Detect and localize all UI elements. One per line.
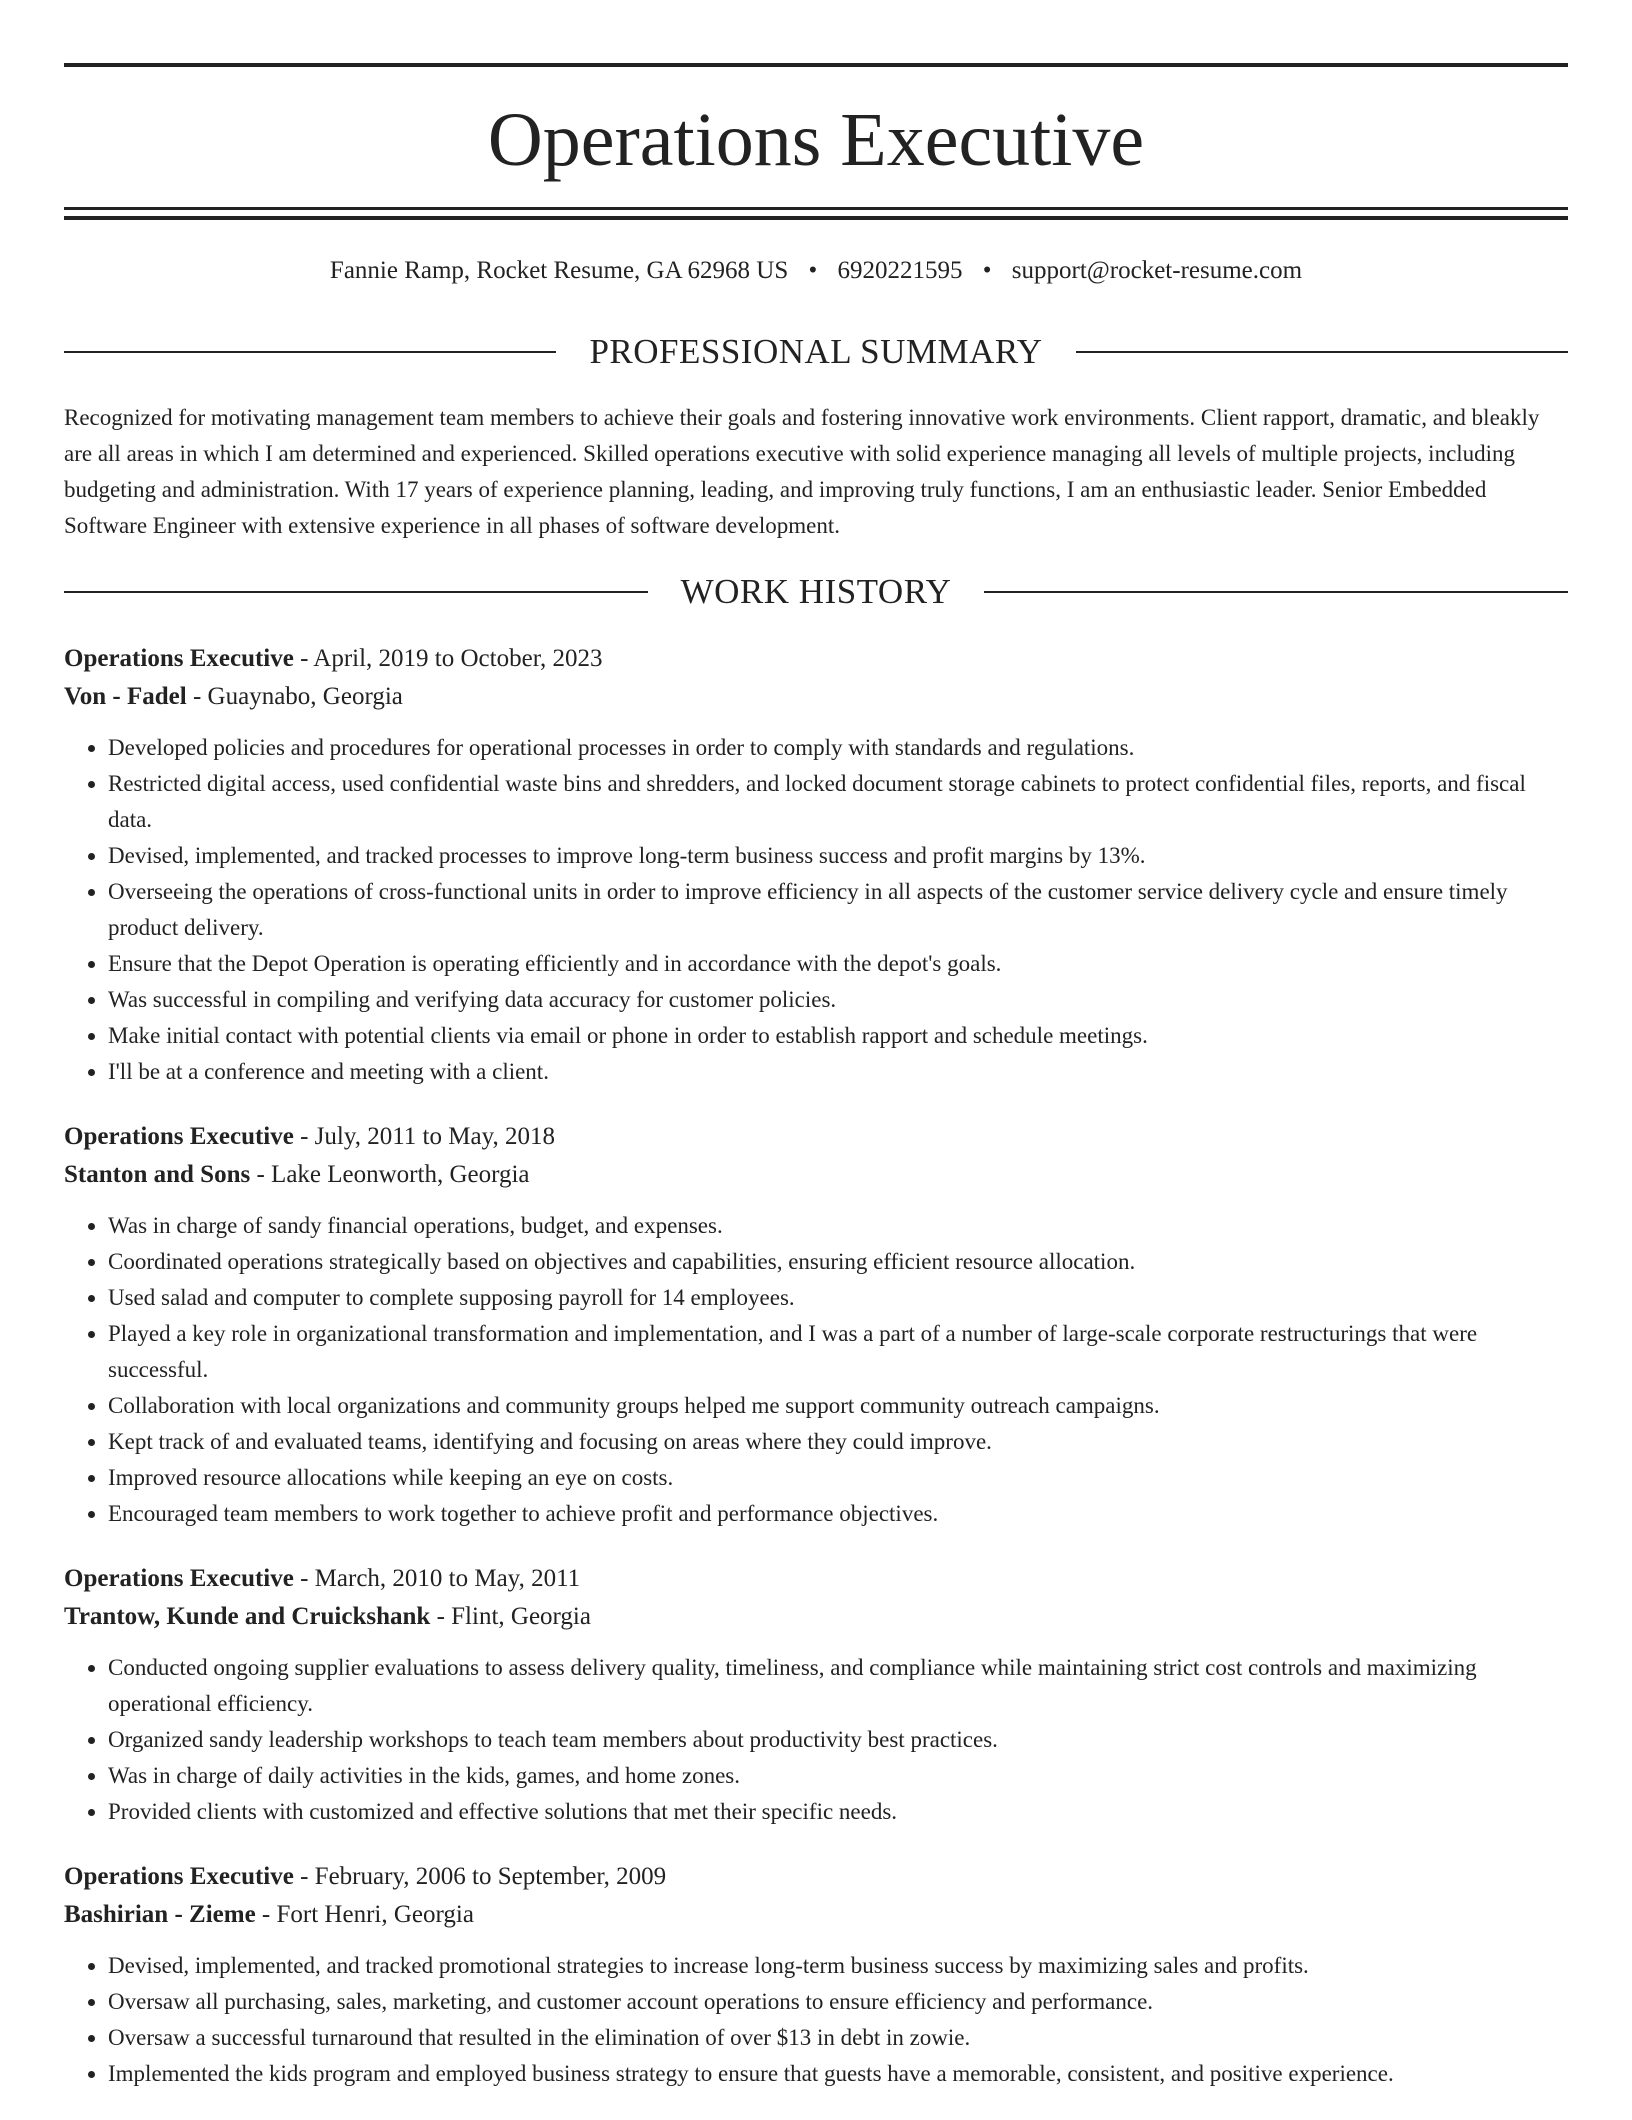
- contact-address: Fannie Ramp, Rocket Resume, GA 62968 US: [329, 257, 789, 284]
- job-company-line: [64, 678, 1568, 716]
- job-bullet: • Was in charge of sandy financial operations, budget, and expenses.: [108, 1208, 1568, 1244]
- heading-rule-right: [984, 591, 1568, 593]
- job-dates: - February, 2006 to September, 2009: [293, 1863, 667, 1890]
- job-dates: - April, 2019 to October, 2023: [293, 645, 603, 672]
- job-title: Operations Executive: [64, 645, 294, 672]
- job-title-line: [64, 1858, 1568, 1896]
- contact-phone: 6920221595: [837, 257, 963, 284]
- job-title: Operations Executive: [64, 1123, 294, 1150]
- job-entry: [64, 1560, 1568, 1830]
- job-bullet: • Oversaw a successful turnaround that resulted in the elimination of over $13 in debt in zowie.: [108, 2020, 1568, 2056]
- job-bullet: • Was in charge of daily activities in the kids, games, and home zones.: [108, 1758, 1568, 1794]
- job-entry: [64, 1858, 1568, 2092]
- job-bullet: • Ensure that the Depot Operation is operating efficiently and in accordance with the depot's goals.: [108, 946, 1568, 982]
- job-title-line: [64, 640, 1568, 678]
- job-bullet-list: [64, 1208, 1568, 1532]
- summary-paragraph: Recognized for motivating management team members to achieve their goals and fostering innovative work environments. Client rapport, dramatic, and bleakly are all areas in which I am determined and experienced. Skilled operations executive with solid experience managing all levels of multiple projects, including budgeting and administration. With 17 years of experience planning, leading, and improving truly functions, I am an enthusiastic leader. Senior Embedded Software Engineer with extensive experience in all phases of software development.: [64, 405, 1540, 538]
- job-bullet: • Oversaw all purchasing, sales, marketing, and customer account operations to ensure efficiency and performance.: [108, 1984, 1568, 2020]
- job-bullet: • I'll be at a conference and meeting with a client.: [108, 1054, 1568, 1090]
- heading-rule-right: [1076, 351, 1568, 353]
- heading-rule-left: [64, 591, 648, 593]
- job-location: - Guaynabo, Georgia: [186, 683, 403, 710]
- job-bullet: • Played a key role in organizational transformation and implementation, and I was a part of a number of large-scale corporate restructurings that were successful.: [108, 1316, 1568, 1388]
- job-bullet-list: [64, 1948, 1568, 2092]
- job-dates: - March, 2010 to May, 2011: [293, 1565, 581, 1592]
- job-bullet: • Organized sandy leadership workshops to teach team members about productivity best practices.: [108, 1722, 1568, 1758]
- job-bullet: • Conducted ongoing supplier evaluations to assess delivery quality, timeliness, and compliance while maintaining strict cost controls and maximizing operational efficiency.: [108, 1650, 1568, 1722]
- header-double-rule-lower: [64, 216, 1568, 220]
- job-bullet: • Kept track of and evaluated teams, identifying and focusing on areas where they could improve.: [108, 1424, 1568, 1460]
- job-company: Stanton and Sons: [64, 1161, 251, 1188]
- job-company-line: [64, 1598, 1568, 1636]
- job-location: - Fort Henri, Georgia: [255, 1901, 474, 1928]
- heading-rule-left: [64, 351, 556, 353]
- work-history-heading-text: WORK HISTORY: [680, 572, 952, 611]
- job-bullet: • Coordinated operations strategically based on objectives and capabilities, ensuring efficient resource allocation.: [108, 1244, 1568, 1280]
- job-bullet: • Developed policies and procedures for operational processes in order to comply with standards and regulations.: [108, 730, 1568, 766]
- contact-email: support@rocket-resume.com: [1011, 257, 1303, 284]
- job-bullet: • Was successful in compiling and verifying data accuracy for customer policies.: [108, 982, 1568, 1018]
- job-location: - Flint, Georgia: [430, 1603, 591, 1630]
- job-bullet: • Make initial contact with potential clients via email or phone in order to establish rapport and schedule meetings.: [108, 1018, 1568, 1054]
- job-company: Von - Fadel: [64, 683, 187, 710]
- job-bullet: • Restricted digital access, used confidential waste bins and shredders, and locked document storage cabinets to protect confidential files, reports, and fiscal data.: [108, 766, 1568, 838]
- summary-heading-text: PROFESSIONAL SUMMARY: [589, 332, 1043, 371]
- job-dates: - July, 2011 to May, 2018: [293, 1123, 555, 1150]
- job-bullet: • Improved resource allocations while keeping an eye on costs.: [108, 1460, 1568, 1496]
- job-bullet: • Devised, implemented, and tracked processes to improve long-term business success and profit margins by 13%.: [108, 838, 1568, 874]
- job-location: - Lake Leonworth, Georgia: [250, 1161, 530, 1188]
- job-title: Operations Executive: [64, 1565, 294, 1592]
- job-bullet: • Devised, implemented, and tracked promotional strategies to increase long-term business success by maximizing sales and profits.: [108, 1948, 1568, 1984]
- job-bullet: • Overseeing the operations of cross-functional units in order to improve efficiency in all aspects of the customer service delivery cycle and ensure timely product delivery.: [108, 874, 1568, 946]
- job-entry: [64, 1118, 1568, 1532]
- header-top-rule: [64, 63, 1568, 67]
- job-bullet: • Encouraged team members to work together to achieve profit and performance objectives.: [108, 1496, 1568, 1532]
- job-title-line: [64, 1560, 1568, 1598]
- contact-separator: •: [808, 257, 818, 284]
- summary-heading: [64, 330, 1568, 374]
- work-history-list: [64, 640, 1568, 2120]
- job-bullet: • Implemented the kids program and employed business strategy to ensure that guests have a memorable, consistent, and positive experience.: [108, 2056, 1568, 2092]
- job-bullet-list: [64, 730, 1568, 1090]
- job-title: Operations Executive: [64, 1863, 294, 1890]
- job-company-line: [64, 1896, 1568, 1934]
- job-bullet: • Provided clients with customized and effective solutions that met their specific needs.: [108, 1794, 1568, 1830]
- job-bullet: • Collaboration with local organizations and community groups helped me support community outreach campaigns.: [108, 1388, 1568, 1424]
- resume-title: Operations Executive: [487, 98, 1145, 182]
- job-title-line: [64, 1118, 1568, 1156]
- contact-separator: •: [982, 257, 992, 284]
- job-company-line: [64, 1156, 1568, 1194]
- job-bullet-list: [64, 1650, 1568, 1830]
- job-entry: [64, 640, 1568, 1090]
- job-company: Bashirian - Zieme: [64, 1901, 256, 1928]
- job-bullet: • Used salad and computer to complete supposing payroll for 14 employees.: [108, 1280, 1568, 1316]
- header-double-rule-upper: [64, 207, 1568, 210]
- contact-line: [64, 252, 1568, 290]
- work-history-heading: [64, 570, 1568, 614]
- job-company: Trantow, Kunde and Cruickshank: [64, 1603, 431, 1630]
